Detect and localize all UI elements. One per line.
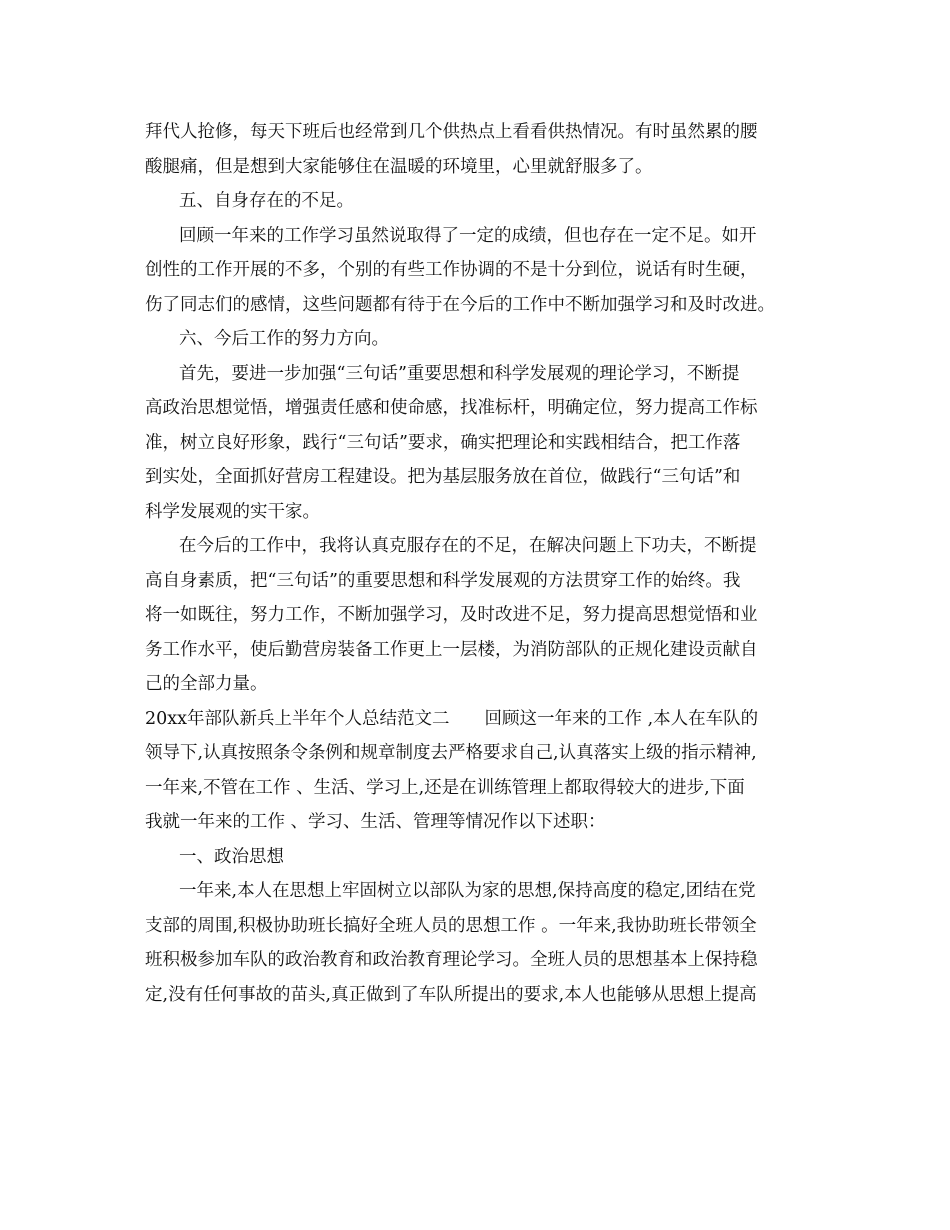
text-line: 创性的工作开展的不多，个别的有些工作协调的不是十分到位，说话有时生硬， (145, 260, 758, 280)
text-line: 一年来,本人在思想上牢固树立以部队为家的思想,保持高度的稳定,团结在党 (179, 881, 756, 901)
text-line: 高自身素质，把“三句话”的重要思想和科学发展观的方法贯穿工作的始终。我 (145, 570, 741, 591)
text-line: 六、今后工作的努力方向。 (179, 329, 389, 349)
text-line: 20xx年部队新兵上半年个人总结范文二 回顾这一年来的工作 ,本人在车队的 (145, 708, 759, 729)
text-line: 科学发展观的实干家。 (145, 501, 320, 522)
text-line: 支部的周围,积极协助班长搞好全班人员的思想工作 。一年来,我协助班长带领全 (145, 915, 757, 936)
text-line: 定,没有任何事故的苗头,真正做到了车队所提出的要求,本人也能够从思想上提高 (145, 984, 757, 1005)
text-line: 拜代人抢修，每天下班后也经常到几个供热点上看看供热情况。有时虽然累的腰 (145, 122, 758, 142)
text-line: 首先，要进一步加强“三句话”重要思想和科学发展观的理论学习，不断提 (179, 363, 740, 384)
text-line: 伤了同志们的感情，这些问题都有待于在今后的工作中不断加强学习和及时改进。 (145, 294, 775, 315)
text-line: 准，树立良好形象，践行“三句话”要求，确实把理论和实践相结合，把工作落 (145, 432, 741, 453)
text-line: 回顾一年来的工作学习虽然说取得了一定的成绩，但也存在一定不足。如开 (179, 225, 757, 246)
text-line: 高政治思想觉悟，增强责任感和使命感，找准标杆，明确定位，努力提高工作标 (145, 398, 758, 418)
text-line: 将一如既往，努力工作，不断加强学习，及时改进不足，努力提高思想觉悟和业 (145, 605, 758, 625)
text-line: 领导下,认真按照条令条例和规章制度去严格要求自己,认真落实上级的指示精神, (145, 743, 757, 763)
text-line: 在今后的工作中，我将认真克服存在的不足，在解决问题上下功夫，不断提 (179, 536, 757, 556)
text-line: 到实处，全面抓好营房工程建设。把为基层服务放在首位，做践行“三句话”和 (145, 467, 741, 487)
text-line: 酸腿痛，但是想到大家能够住在温暖的环境里，心里就舒服多了。 (145, 156, 653, 177)
text-line: 己的全部力量。 (145, 674, 268, 694)
text-line: 一年来,不管在工作 、生活、学习上,还是在训练管理上都取得较大的进步,下面 (145, 777, 745, 798)
text-line: 务工作水平，使后勤营房装备工作更上一层楼，为消防部队的正规化建设贡献自 (145, 639, 758, 660)
text-line: 一、政治思想 (179, 846, 284, 867)
document-body (145, 115, 810, 1012)
text-line: 五、自身存在的不足。 (179, 191, 354, 211)
text-line: 班积极参加车队的政治教育和政治教育理论学习。全班人员的思想基本上保持稳 (145, 950, 758, 970)
text-line: 我就一年来的工作 、学习、生活、管理等情况作以下述职： (145, 812, 606, 832)
